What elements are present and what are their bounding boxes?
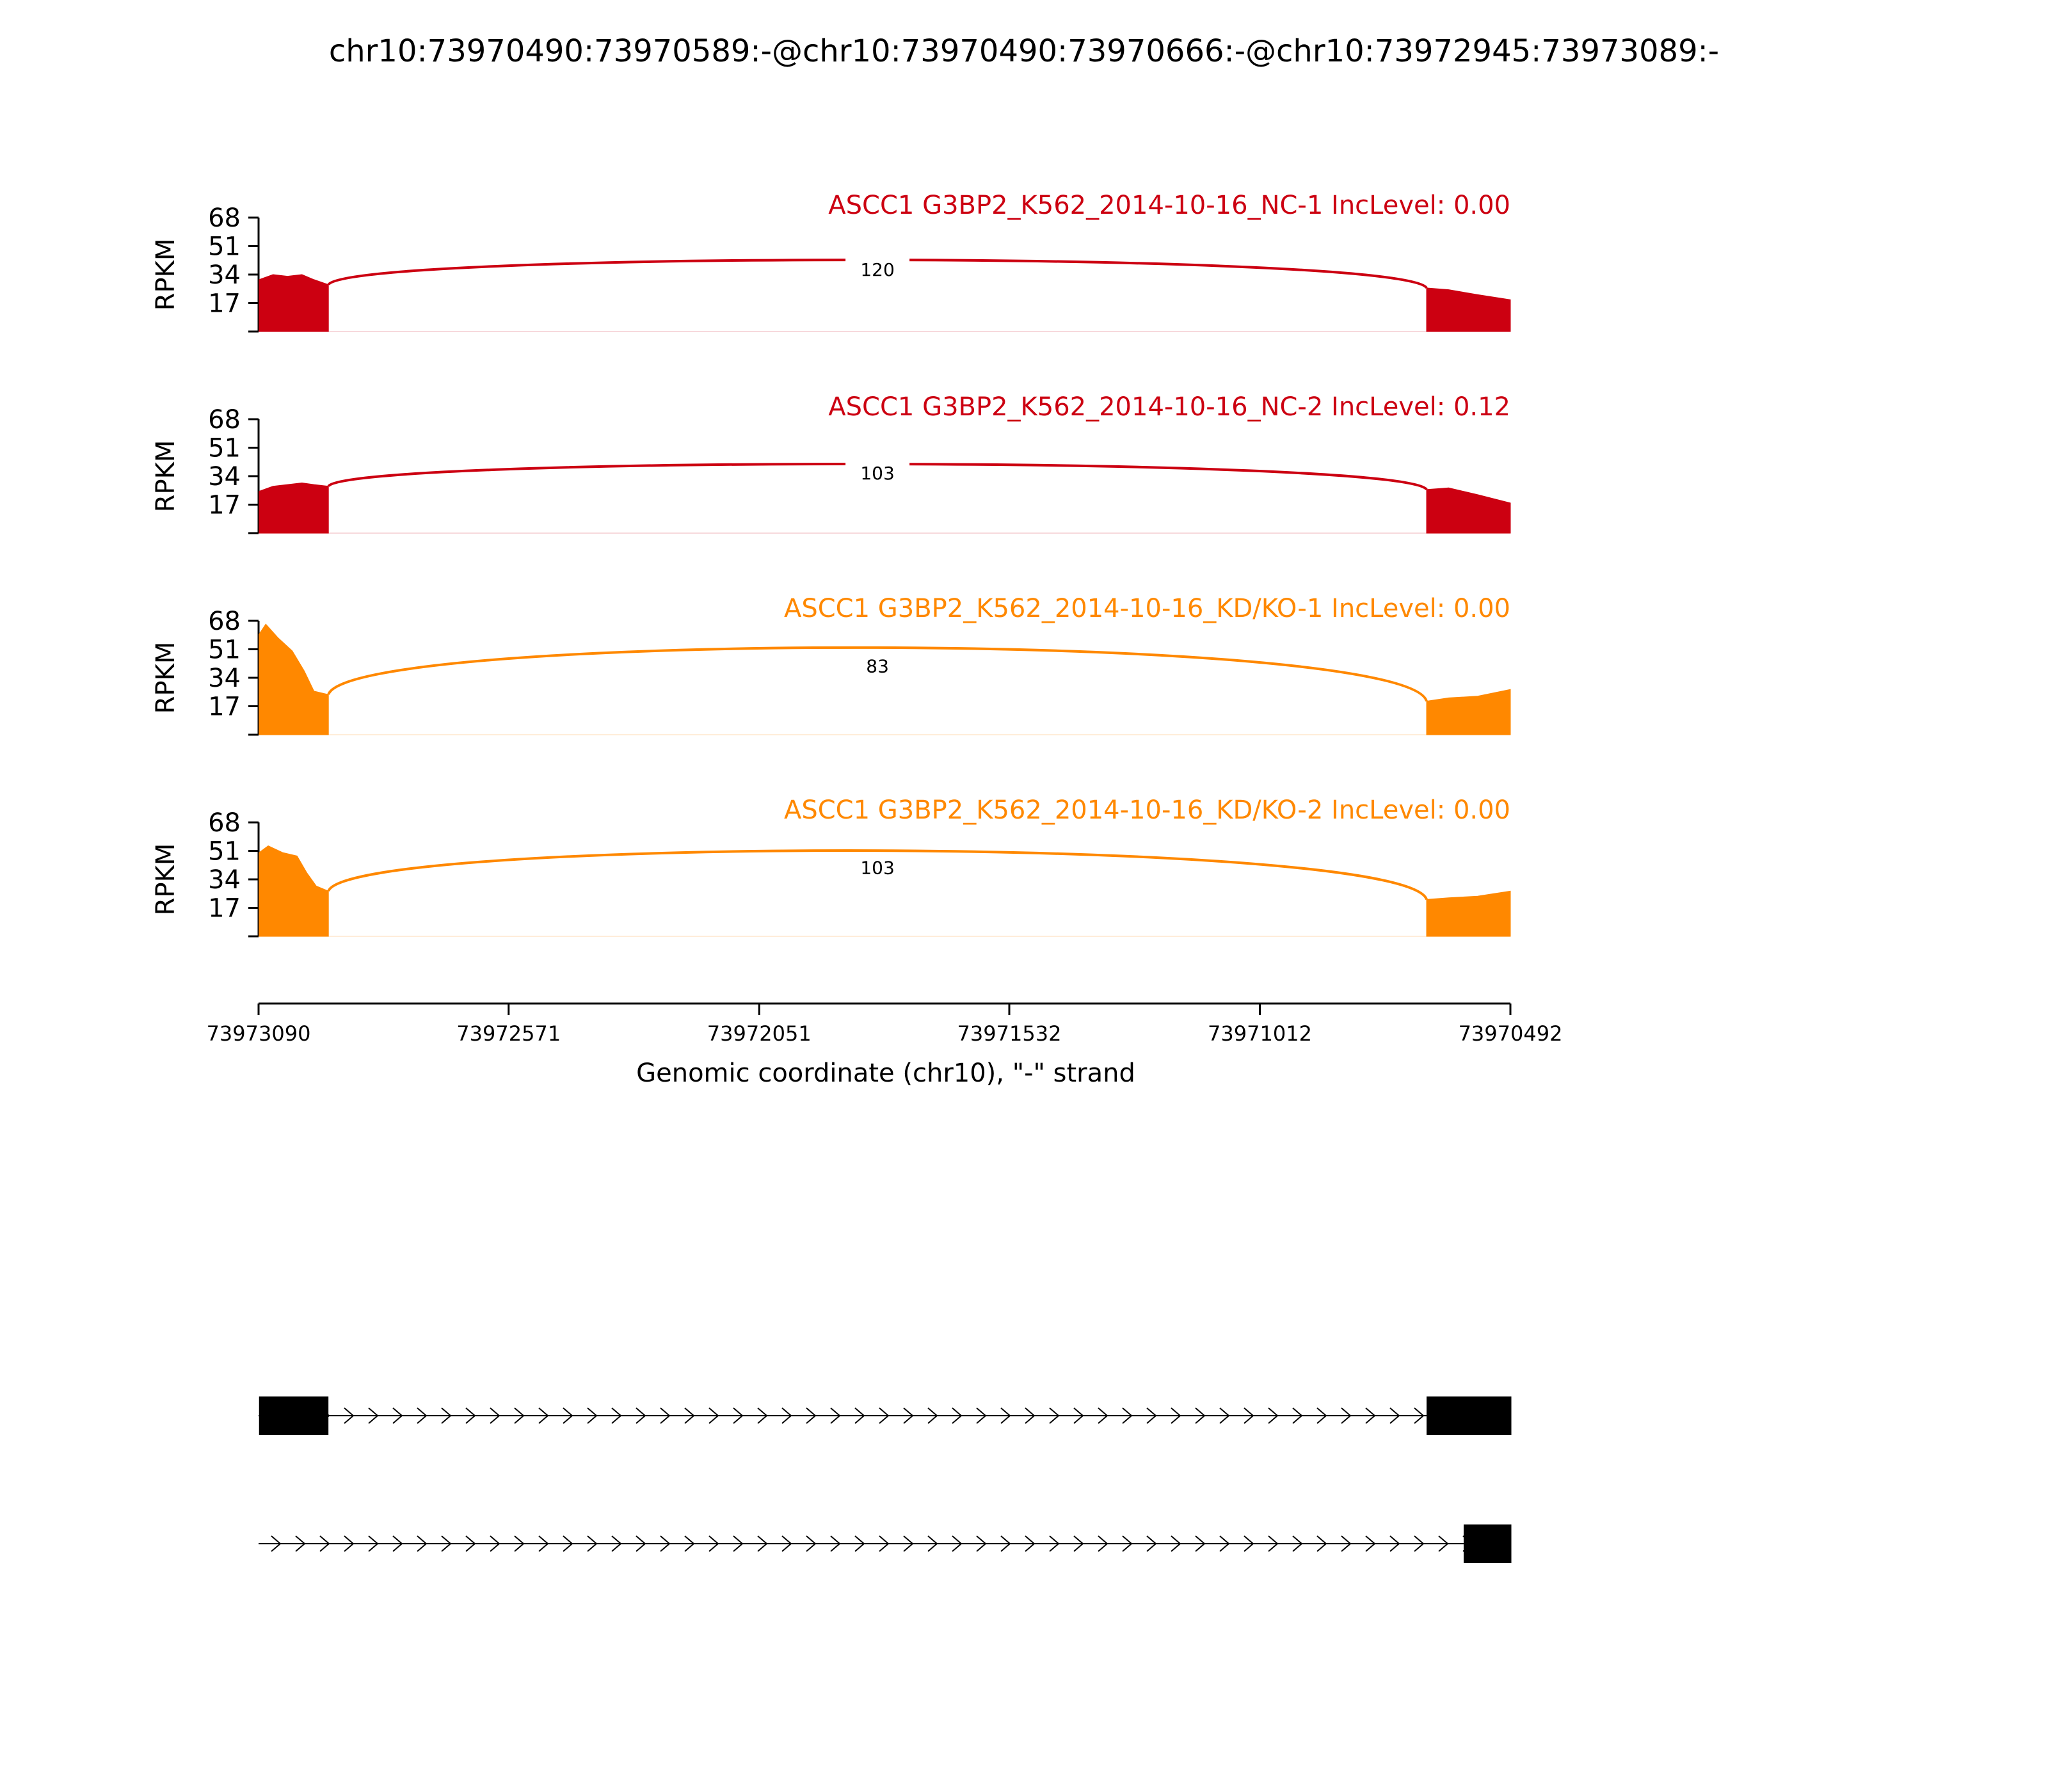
exon-block: [1464, 1524, 1512, 1563]
y-tick-label: 34: [208, 462, 241, 492]
x-tick-label: 73973090: [206, 1021, 311, 1046]
panel-title: ASCC1 G3BP2_K562_2014-10-16_KD/KO-1 IncLevel: 0.00: [784, 594, 1510, 623]
coverage-area-downstream-exon: [1427, 488, 1510, 533]
y-tick-label: 34: [208, 664, 241, 693]
panel-title: ASCC1 G3BP2_K562_2014-10-16_KD/KO-2 IncLevel: 0.00: [784, 796, 1510, 825]
x-tick-label: 73971532: [957, 1021, 1062, 1046]
panel-title: ASCC1 G3BP2_K562_2014-10-16_NC-2 IncLevel: 0.12: [828, 392, 1510, 422]
y-tick-label: 68: [208, 808, 241, 838]
coverage-area-downstream-exon: [1427, 891, 1510, 936]
y-tick-label: 51: [208, 836, 241, 867]
junction-count-label: 83: [866, 655, 889, 677]
y-tick-label: 17: [208, 893, 241, 924]
y-tick-label: 34: [208, 865, 241, 895]
junction-count-label: 103: [860, 462, 895, 484]
y-tick-label: 17: [208, 289, 241, 319]
y-tick-label: 68: [208, 607, 241, 636]
coverage-panels: [151, 191, 1510, 936]
coverage-panel: [151, 191, 1510, 332]
y-axis-label: RPKM: [151, 843, 180, 916]
y-tick-label: 51: [208, 232, 241, 262]
y-axis-label: RPKM: [151, 641, 180, 714]
coverage-panel: [151, 594, 1510, 735]
x-tick-label: 73971012: [1208, 1021, 1312, 1046]
y-axis-label: RPKM: [151, 238, 180, 311]
exon-block: [259, 1396, 328, 1435]
coverage-area-upstream-exon: [259, 275, 328, 332]
coverage-panel: [151, 392, 1510, 533]
coverage-area-downstream-exon: [1427, 288, 1510, 332]
y-tick-label: 51: [208, 635, 241, 665]
coverage-area-upstream-exon: [259, 483, 328, 534]
coverage-area-downstream-exon: [1427, 689, 1510, 735]
y-tick-label: 34: [208, 260, 241, 290]
figure-title: chr10:73970490:73970589:-@chr10:73970490:73970666:-@chr10:73972945:73973089:-: [328, 33, 1720, 69]
y-tick-label: 68: [208, 204, 241, 233]
junction-count-label: 103: [860, 857, 895, 879]
x-tick-label: 73970492: [1458, 1021, 1563, 1046]
x-tick-label: 73972571: [456, 1021, 561, 1046]
coverage-area-upstream-exon: [259, 624, 328, 735]
isoform: [259, 1524, 1512, 1563]
x-axis-label: Genomic coordinate (chr10), "-" strand: [636, 1059, 1135, 1088]
y-tick-label: 68: [208, 405, 241, 435]
y-tick-label: 17: [208, 692, 241, 722]
coverage-area-upstream-exon: [259, 846, 328, 936]
isoform-track: [259, 1396, 1512, 1563]
x-tick-label: 73972051: [707, 1021, 812, 1046]
y-tick-label: 51: [208, 433, 241, 463]
x-axis: [207, 1004, 1563, 1046]
coverage-panel: [151, 796, 1510, 936]
isoform: [259, 1396, 1512, 1435]
y-tick-label: 17: [208, 490, 241, 520]
junction-count-label: 120: [860, 259, 895, 281]
y-axis-label: RPKM: [151, 440, 180, 513]
exon-block: [1427, 1396, 1512, 1435]
panel-title: ASCC1 G3BP2_K562_2014-10-16_NC-1 IncLevel: 0.00: [828, 191, 1510, 220]
